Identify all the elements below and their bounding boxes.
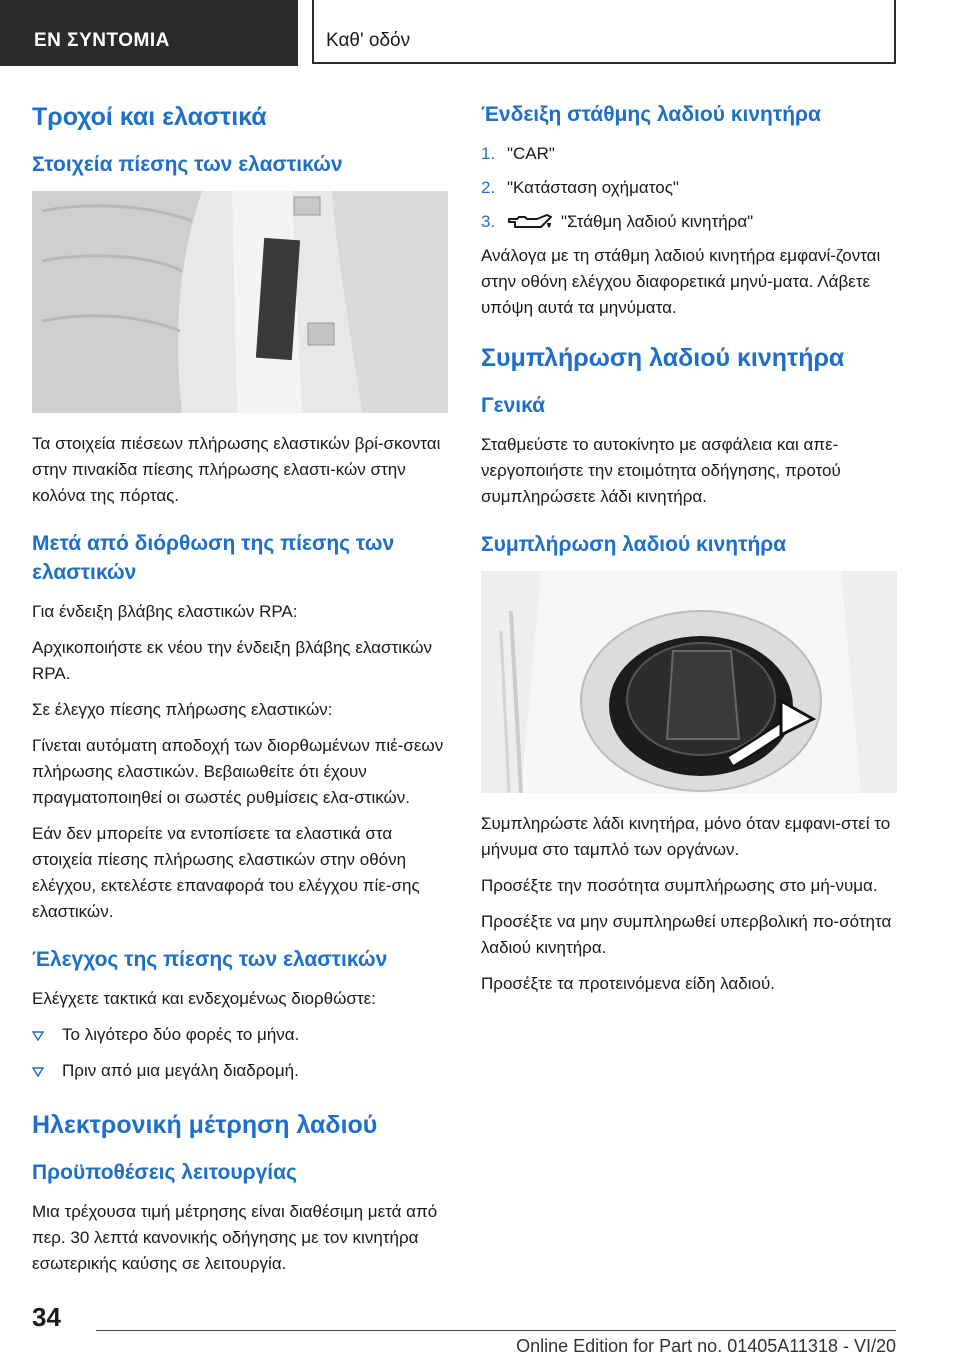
door-pillar-illustration bbox=[32, 191, 448, 413]
oil-can-icon bbox=[507, 213, 553, 231]
step-number: 3. bbox=[481, 212, 496, 231]
chapter-tab[interactable]: Καθ' οδόν bbox=[312, 0, 896, 64]
step-item bbox=[481, 209, 897, 235]
page-footer bbox=[0, 1300, 960, 1362]
list-item-text: Πριν από μια μεγάλη διαδρομή. bbox=[62, 1061, 299, 1080]
triangle-bullet-icon bbox=[32, 1031, 44, 1041]
check-intro-text: Ελέγχετε τακτικά και ενδεχομένως διορθώστε: bbox=[32, 989, 376, 1008]
tpm-intro-text: Σε έλεγχο πίεσης πλήρωσης ελαστικών: bbox=[32, 700, 333, 719]
list-item-text: Το λιγότερο δύο φορές το μήνα. bbox=[62, 1025, 300, 1044]
rpa-reset-text: Αρχικοποιήστε εκ νέου την ένδειξη βλάβης ελαστικών RPA. bbox=[32, 638, 433, 683]
edition-text: Online Edition for Part no. 01405A11318 - VI/20 bbox=[516, 1336, 896, 1356]
step-text: "CAR" bbox=[507, 144, 555, 163]
topup-oil-types-text: Προσέξτε τα προτεινόμενα είδη λαδιού. bbox=[481, 974, 775, 993]
tpm-reset-text: Εάν δεν μπορείτε να εντοπίσετε τα ελαστικά στα στοιχεία πίεσης πλήρωσης ελαστικών στην οθόνη ελέγχου, εκτελέστε επαναφορά του ελέγχου πίε-σης ελαστικών. bbox=[32, 824, 420, 921]
heading-prerequisites: Προϋποθέσεις λειτουργίας bbox=[32, 1161, 297, 1184]
rpa-intro-text: Για ένδειξη βλάβης ελαστικών RPA: bbox=[32, 602, 298, 621]
heading-tyres: Τροχοί και ελαστικά bbox=[32, 103, 267, 131]
prerequisites-text: Μια τρέχουσα τιμή μέτρησης είναι διαθέσιμη μετά από περ. 30 λεπτά κανονικής οδήγησης με τον κινητήρα εσωτερικής καύσης σε λειτουργία. bbox=[32, 1202, 438, 1273]
topup-when-text: Συμπληρώστε λάδι κινητήρα, μόνο όταν εμφανι-στεί το μήνυμα στο ταμπλό των οργάνων. bbox=[481, 814, 891, 859]
topup-overfill-text: Προσέξτε να μην συμπληρωθεί υπερβολική πο-σότητα λαδιού κινητήρα. bbox=[481, 912, 892, 957]
list-item bbox=[32, 1022, 448, 1048]
heading-oil-measurement: Ηλεκτρονική μέτρηση λαδιού bbox=[32, 1111, 378, 1139]
page-number: 34 bbox=[32, 1302, 61, 1332]
heading-oil-topup-sub: Συμπλήρωση λαδιού κινητήρα bbox=[481, 533, 787, 556]
oil-filler-cap-image bbox=[481, 571, 897, 793]
triangle-bullet-icon bbox=[32, 1067, 44, 1077]
step-item bbox=[481, 141, 897, 167]
tyre-data-text: Τα στοιχεία πιέσεων πλήρωσης ελαστικών βρί-σκονται στην πινακίδα πίεσης πλήρωσης ελαστι-κών στην κολόνα της πόρτας. bbox=[32, 434, 441, 505]
heading-oil-level: Ένδειξη στάθμης λαδιού κινητήρα bbox=[481, 103, 821, 126]
general-text: Σταθμεύστε το αυτοκίνητο με ασφάλεια και απε-νεργοποιήστε την ετοιμότητα οδήγησης, προτού συμπληρώσετε λάδι κινητήρα. bbox=[481, 435, 841, 506]
step-item bbox=[481, 175, 897, 201]
heading-general: Γενικά bbox=[481, 394, 546, 417]
heading-check-pressure: Έλεγχος της πίεσης των ελαστικών bbox=[32, 948, 388, 971]
right-column bbox=[481, 100, 897, 1007]
step-number: 1. bbox=[481, 144, 496, 163]
section-tab[interactable]: ΕΝ ΣΥΝΤΟΜΙΑ bbox=[0, 0, 298, 66]
door-pillar-image bbox=[32, 191, 448, 413]
step-text: "Στάθμη λαδιού κινητήρα" bbox=[561, 212, 754, 231]
list-item bbox=[32, 1058, 448, 1084]
oil-level-text: Ανάλογα με τη στάθμη λαδιού κινητήρα εμφανί-ζονται στην οθόνη ελέγχου διαφορετικά μηνύ-ματα. Λάβετε υπόψη αυτά τα μηνύματα. bbox=[481, 246, 881, 317]
oil-level-steps bbox=[481, 141, 897, 235]
oil-filler-cap-illustration bbox=[481, 571, 897, 793]
heading-oil-topup: Συμπλήρωση λαδιού κινητήρα bbox=[481, 344, 845, 372]
check-list bbox=[32, 1022, 448, 1084]
step-text: "Κατάσταση οχήματος" bbox=[507, 178, 679, 197]
heading-after-correction: Μετά από διόρθωση της πίεσης των ελαστικών bbox=[32, 532, 395, 584]
topup-quantity-text: Προσέξτε την ποσότητα συμπλήρωσης στο μή-νυμα. bbox=[481, 876, 878, 895]
tpm-auto-text: Γίνεται αυτόματη αποδοχή των διορθωμένων πιέ-σεων πλήρωσης ελαστικών. Βεβαιωθείτε ότι έχουν πραγματοποιηθεί οι σωστές ρυθμίσεις ελα-στικών. bbox=[32, 736, 444, 807]
left-column bbox=[32, 100, 448, 1287]
footer-divider bbox=[96, 1330, 896, 1331]
heading-tyre-data: Στοιχεία πίεσης των ελαστικών bbox=[32, 153, 343, 176]
page-header bbox=[0, 0, 960, 66]
step-number: 2. bbox=[481, 178, 496, 197]
